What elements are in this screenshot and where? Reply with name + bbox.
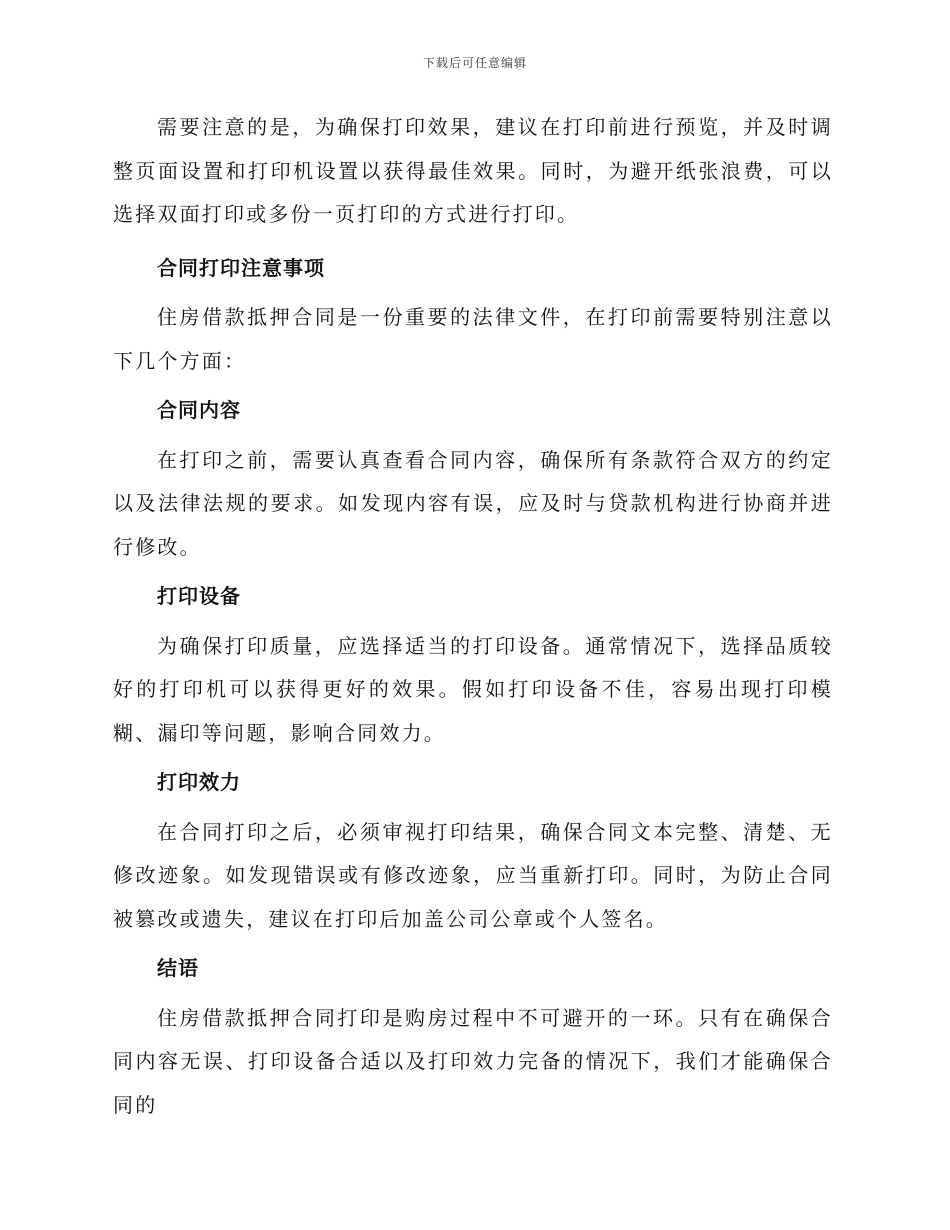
page-header: 下载后可任意编辑 [422,56,527,70]
paragraph-intro: 住房借款抵押合同是一份重要的法律文件，在打印前需要特别注意以下几个方面： [113,305,833,373]
paragraph-print-preview-note: 需要注意的是，为确保打印效果，建议在打印前进行预览，并及时调整页面设置和打印机设置以获得最佳效果。同时，为避开纸张浪费，可以选择双面打印或多份一页打印的方式进行打印。 [113,115,833,226]
document-body [113,106,833,1127]
heading-contract-print-notes: 合同打印注意事项 [157,255,325,280]
paragraph-print-validity: 在合同打印之后，必须审视打印结果，确保合同文本完整、清楚、无修改迹象。如发现错误或有修改迹象，应当重新打印。同时，为防止合同被篡改或遗失，建议在打印后加盖公司公章或个人签名。 [113,819,833,931]
heading-print-equipment: 打印设备 [157,584,241,608]
paragraph-conclusion: 住房借款抵押合同打印是购房过程中不可避开的一环。只有在确保合同内容无误、打印设备合适以及打印效力完备的情况下，我们才能确保合同的 [113,1005,833,1117]
paragraph-print-equipment: 为确保打印质量，应选择适当的打印设备。通常情况下，选择品质较好的打印机可以获得更好的效果。假如打印设备不佳，容易出现打印模糊、漏印等问题，影响合同效力。 [113,633,833,745]
paragraph-contract-content: 在打印之前，需要认真查看合同内容，确保所有条款符合双方的约定以及法律法规的要求。如发现内容有误，应及时与贷款机构进行协商并进行修改。 [113,447,833,559]
heading-contract-content: 合同内容 [157,398,241,422]
heading-print-validity: 打印效力 [157,770,241,794]
heading-conclusion: 结语 [157,956,199,980]
